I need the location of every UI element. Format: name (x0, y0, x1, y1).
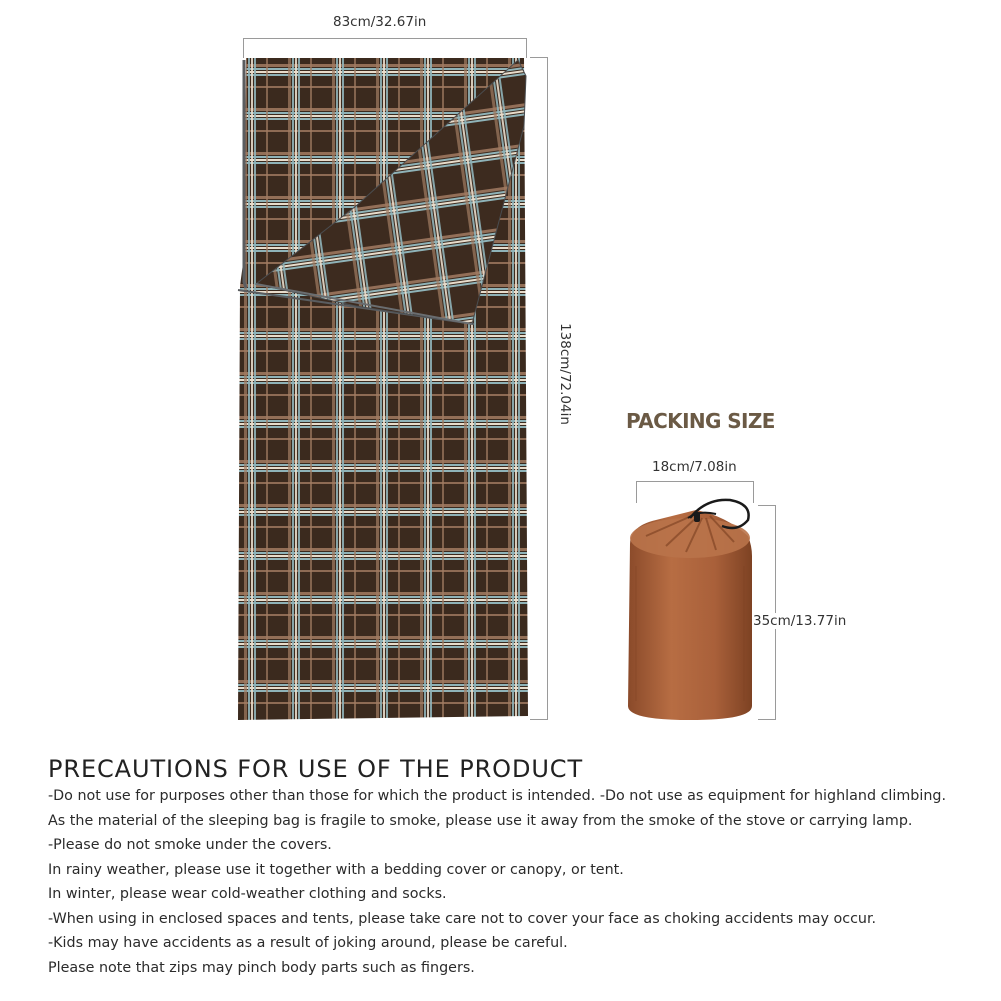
precaution-line: As the material of the sleeping bag is fragile to smoke, please use it away from the smoke of the stove or carrying lamp. (48, 813, 913, 829)
pack-width-label: 18cm/7.08in (652, 459, 737, 475)
precaution-line: In rainy weather, please use it together with a bedding cover or canopy, or tent. (48, 862, 624, 878)
packing-size-title: PACKING SIZE (626, 409, 775, 433)
bag-length-tick-top (530, 57, 547, 58)
precaution-line: -Do not use for purposes other than those for which the product is intended. -Do not use as equipment for highland climbing. (48, 788, 947, 804)
bag-length-tick-bottom (530, 719, 547, 720)
pack-height-label: 35cm/13.77in (753, 613, 847, 629)
bag-length-dimension-line (547, 57, 548, 720)
precautions-title: PRECAUTIONS FOR USE OF THE PRODUCT (48, 755, 584, 783)
bag-width-tick-right (526, 38, 527, 58)
pack-height-tick-bottom (758, 719, 775, 720)
bag-length-label: 138cm/72.04in (557, 323, 573, 425)
bag-width-dimension-line (243, 38, 527, 39)
precaution-line: -Kids may have accidents as a result of joking around, please be careful. (48, 935, 568, 951)
precaution-line: Please note that zips may pinch body parts such as fingers. (48, 960, 475, 976)
bag-width-label: 83cm/32.67in (333, 14, 427, 30)
precaution-line: -Please do not smoke under the covers. (48, 837, 332, 853)
pack-width-dimension-line (636, 481, 754, 482)
precaution-line: -When using in enclosed spaces and tents, please take care not to cover your face as choking accidents may occur. (48, 911, 877, 927)
pack-height-tick-top (758, 505, 775, 506)
stuff-sack-image (626, 496, 756, 722)
sleeping-bag-image (236, 56, 532, 722)
bag-width-tick-left (243, 38, 244, 58)
precaution-line: In winter, please wear cold-weather clothing and socks. (48, 886, 447, 902)
